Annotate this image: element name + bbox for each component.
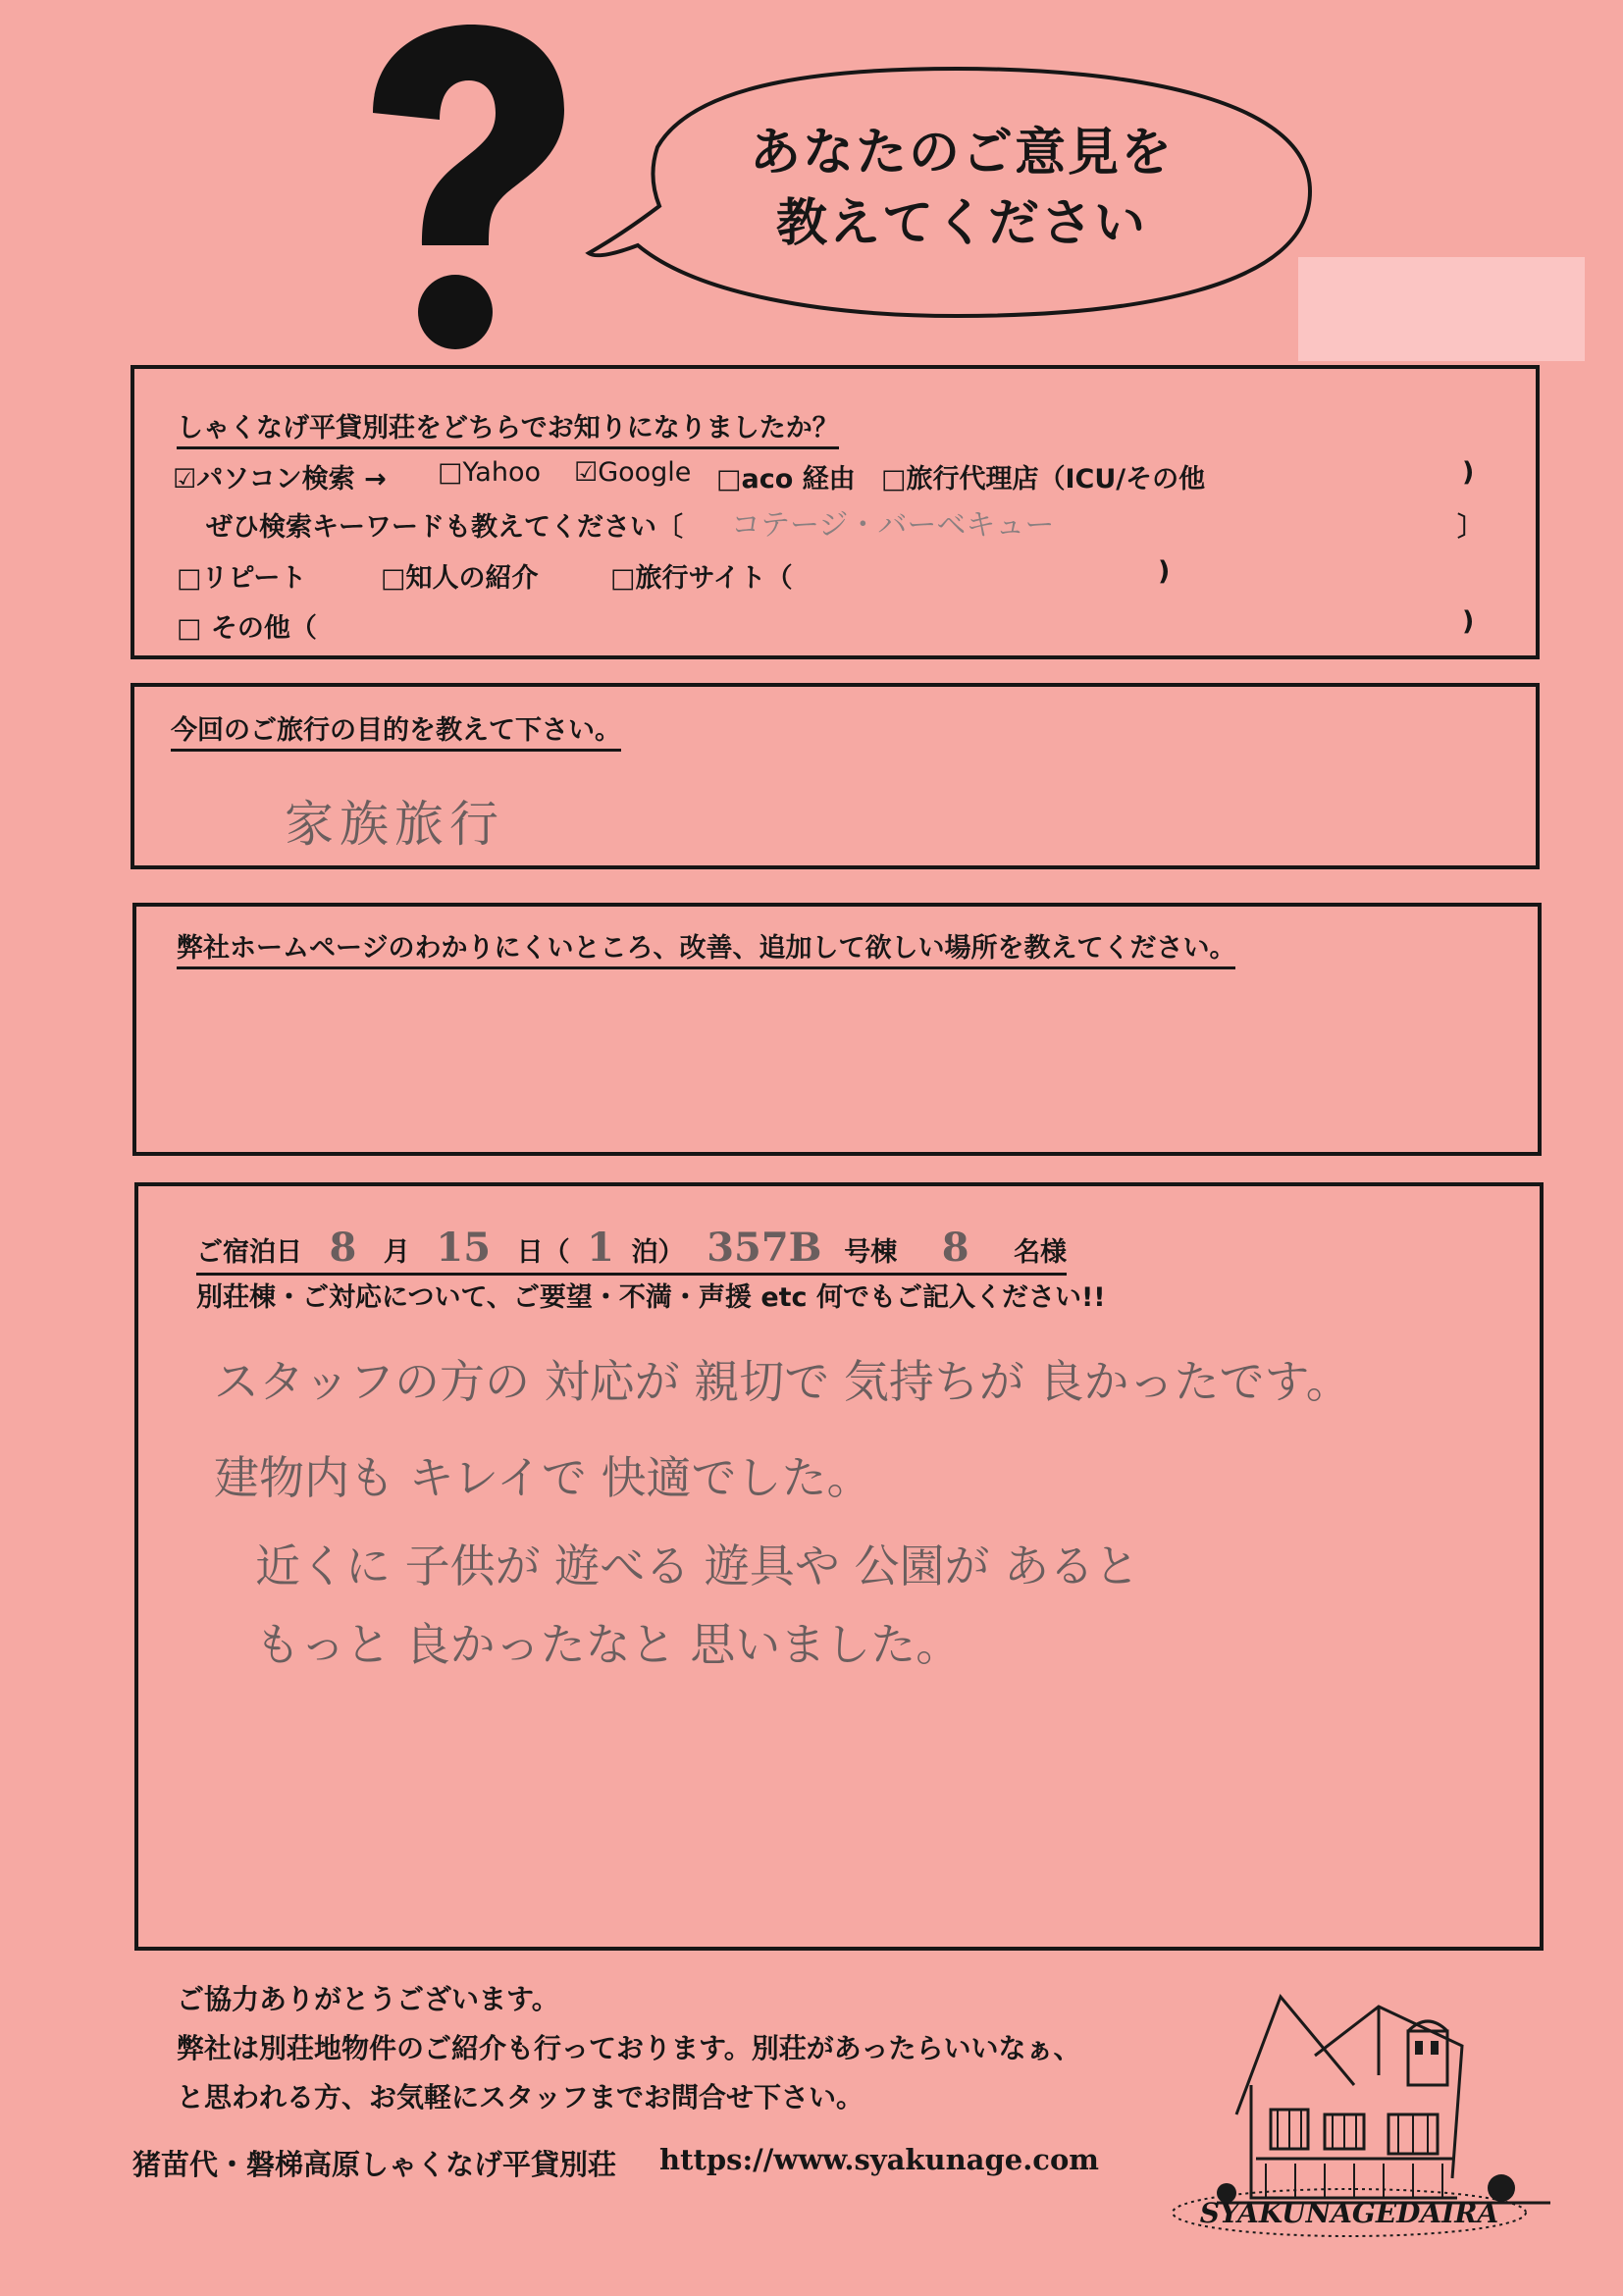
repeat-option[interactable]: □リピート (177, 563, 307, 594)
stay-nights[interactable]: 1 (587, 1225, 614, 1271)
nights-unit: 泊） (631, 1237, 685, 1268)
keyword-answer[interactable]: コテージ・バーベキュー (731, 508, 1055, 543)
footer-line-3: と思われる方、お気軽にスタッフまでお問合せ下さい。 (177, 2081, 864, 2113)
comment-line-1[interactable]: スタッフの方の 対応が 親切で 気持ちが 良かったです。 (214, 1355, 1351, 1408)
comment-line-4[interactable]: もっと 良かったなと 思いました。 (255, 1618, 962, 1671)
day-unit: 日（ (516, 1237, 570, 1268)
agency-close-paren: ) (1462, 457, 1475, 488)
stay-label: ご宿泊日 (196, 1237, 302, 1268)
logo-text: SYAKUNAGEDAIRA (1199, 2197, 1499, 2229)
travel-site-close-paren: ) (1158, 556, 1171, 587)
purpose-question-title: 今回のご旅行の目的を教えて下さい。 (171, 708, 621, 752)
keyword-close-bracket: 〕 (1457, 512, 1484, 543)
comment-line-3[interactable]: 近くに 子供が 遊べる 遊具や 公園が あると (255, 1539, 1140, 1592)
thanks-text: ご協力ありがとうございます。 (177, 1983, 559, 2015)
source-question-title: しゃくなげ平貸別荘をどちらでお知りになりましたか？ (177, 406, 839, 449)
other-close-paren: ) (1462, 606, 1475, 637)
bubble-heading (687, 118, 1236, 259)
stay-month[interactable]: 8 (329, 1225, 357, 1271)
yahoo-option[interactable]: □Yahoo (438, 457, 541, 488)
travel-site-option[interactable]: □旅行サイト（ (610, 563, 793, 594)
stay-day[interactable]: 15 (436, 1225, 492, 1271)
pc-search-option[interactable]: ☑パソコン検索 → (173, 464, 387, 495)
website-url[interactable]: https://www.syakunage.com (659, 2143, 1099, 2176)
redacted-area (1298, 257, 1585, 361)
friend-referral-option[interactable]: □知人の紹介 (381, 563, 539, 594)
month-unit: 月 (383, 1237, 410, 1268)
comment-line-2[interactable]: 建物内も キレイで 快適でした。 (214, 1451, 872, 1504)
homepage-feedback-title: 弊社ホームページのわかりにくいところ、改善、追加して欲しい場所を教えてください。 (177, 926, 1235, 969)
building-unit: 号棟 (844, 1237, 898, 1268)
question-mark-icon (353, 20, 579, 353)
other-option[interactable]: □ その他（ (177, 613, 317, 644)
company-name: 猪苗代・磐梯高原しゃくなげ平貸別荘 (132, 2148, 617, 2181)
bubble-line-2: 教えてください (775, 194, 1147, 253)
stay-date-row (196, 1225, 1067, 1276)
footer-line-2: 弊社は別荘地物件のご紹介も行っております。別荘があったらいいなぁ、 (177, 2032, 1081, 2064)
guest-count[interactable]: 8 (941, 1225, 969, 1271)
bubble-line-1: あなたのご意見を (749, 124, 1174, 183)
purpose-answer[interactable]: 家族旅行 (285, 796, 504, 853)
building-number[interactable]: 357B (707, 1225, 822, 1271)
google-option[interactable]: ☑Google (574, 457, 692, 488)
travel-agency-option[interactable]: □旅行代理店（ICU/その他 (881, 464, 1206, 495)
aco-option[interactable]: □aco 経由 (716, 464, 856, 495)
guests-unit: 名様 (1014, 1237, 1068, 1268)
comment-prompt: 別荘棟・ご対応について、ご要望・不満・声援 etc 何でもご記入ください!! (196, 1282, 1106, 1313)
keyword-label: ぜひ検索キーワードも教えてください〔 (206, 512, 683, 543)
syakunagedaira-logo (1163, 2183, 1536, 2242)
